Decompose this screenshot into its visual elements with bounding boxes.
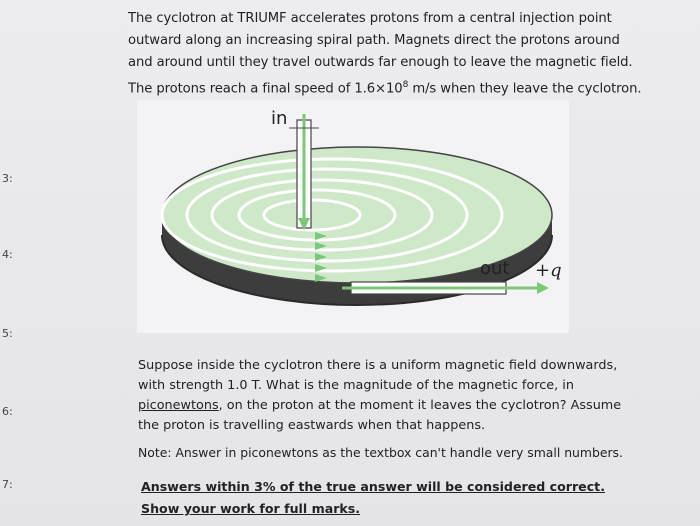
cyclotron-diagram bbox=[137, 100, 569, 333]
intro-paragraph bbox=[128, 8, 646, 100]
intro-text: The cyclotron at TRIUMF accelerates protons from a central injection point outward along an increasing spiral path. Magnets direct the protons around and around until they travel outwards far enough to leave the magnetic field. The protons reach a final speed of 1.6×10 bbox=[128, 11, 633, 97]
charge-label: +q bbox=[535, 260, 562, 281]
question-6-label[interactable]: 6: bbox=[2, 405, 13, 418]
piconewtons-link[interactable]: piconewtons bbox=[138, 398, 219, 413]
intro-exponent: 8 bbox=[402, 80, 409, 90]
intro-tail: m/s when they leave the cyclotron. bbox=[408, 81, 642, 97]
question-5-label[interactable]: 5: bbox=[2, 327, 13, 340]
question-7-label[interactable]: 7: bbox=[2, 478, 13, 491]
cyclotron-svg bbox=[137, 100, 569, 333]
exit-arrowhead bbox=[537, 282, 549, 294]
question-3-label[interactable]: 3: bbox=[2, 172, 13, 185]
question-paragraph bbox=[138, 356, 643, 436]
out-label: out bbox=[480, 258, 510, 279]
note-text: Note: Answer in piconewtons as the textbox can't handle very small numbers. bbox=[138, 445, 623, 460]
marks-text: Answers within 3% of the true answer will be considered correct. Show your work for full marks. bbox=[141, 479, 605, 516]
question-4-label[interactable]: 4: bbox=[2, 248, 13, 261]
question-sidebar bbox=[0, 0, 28, 526]
in-label: in bbox=[271, 108, 288, 129]
question-part2: , on the proton at the moment it leaves the cyclotron? Assume the proton is travelling eastwards when that happens. bbox=[138, 398, 622, 433]
question-part1: Suppose inside the cyclotron there is a uniform magnetic field downwards, with strength 1.0 T. What is the magnitude of the magnetic force, in bbox=[138, 358, 618, 393]
